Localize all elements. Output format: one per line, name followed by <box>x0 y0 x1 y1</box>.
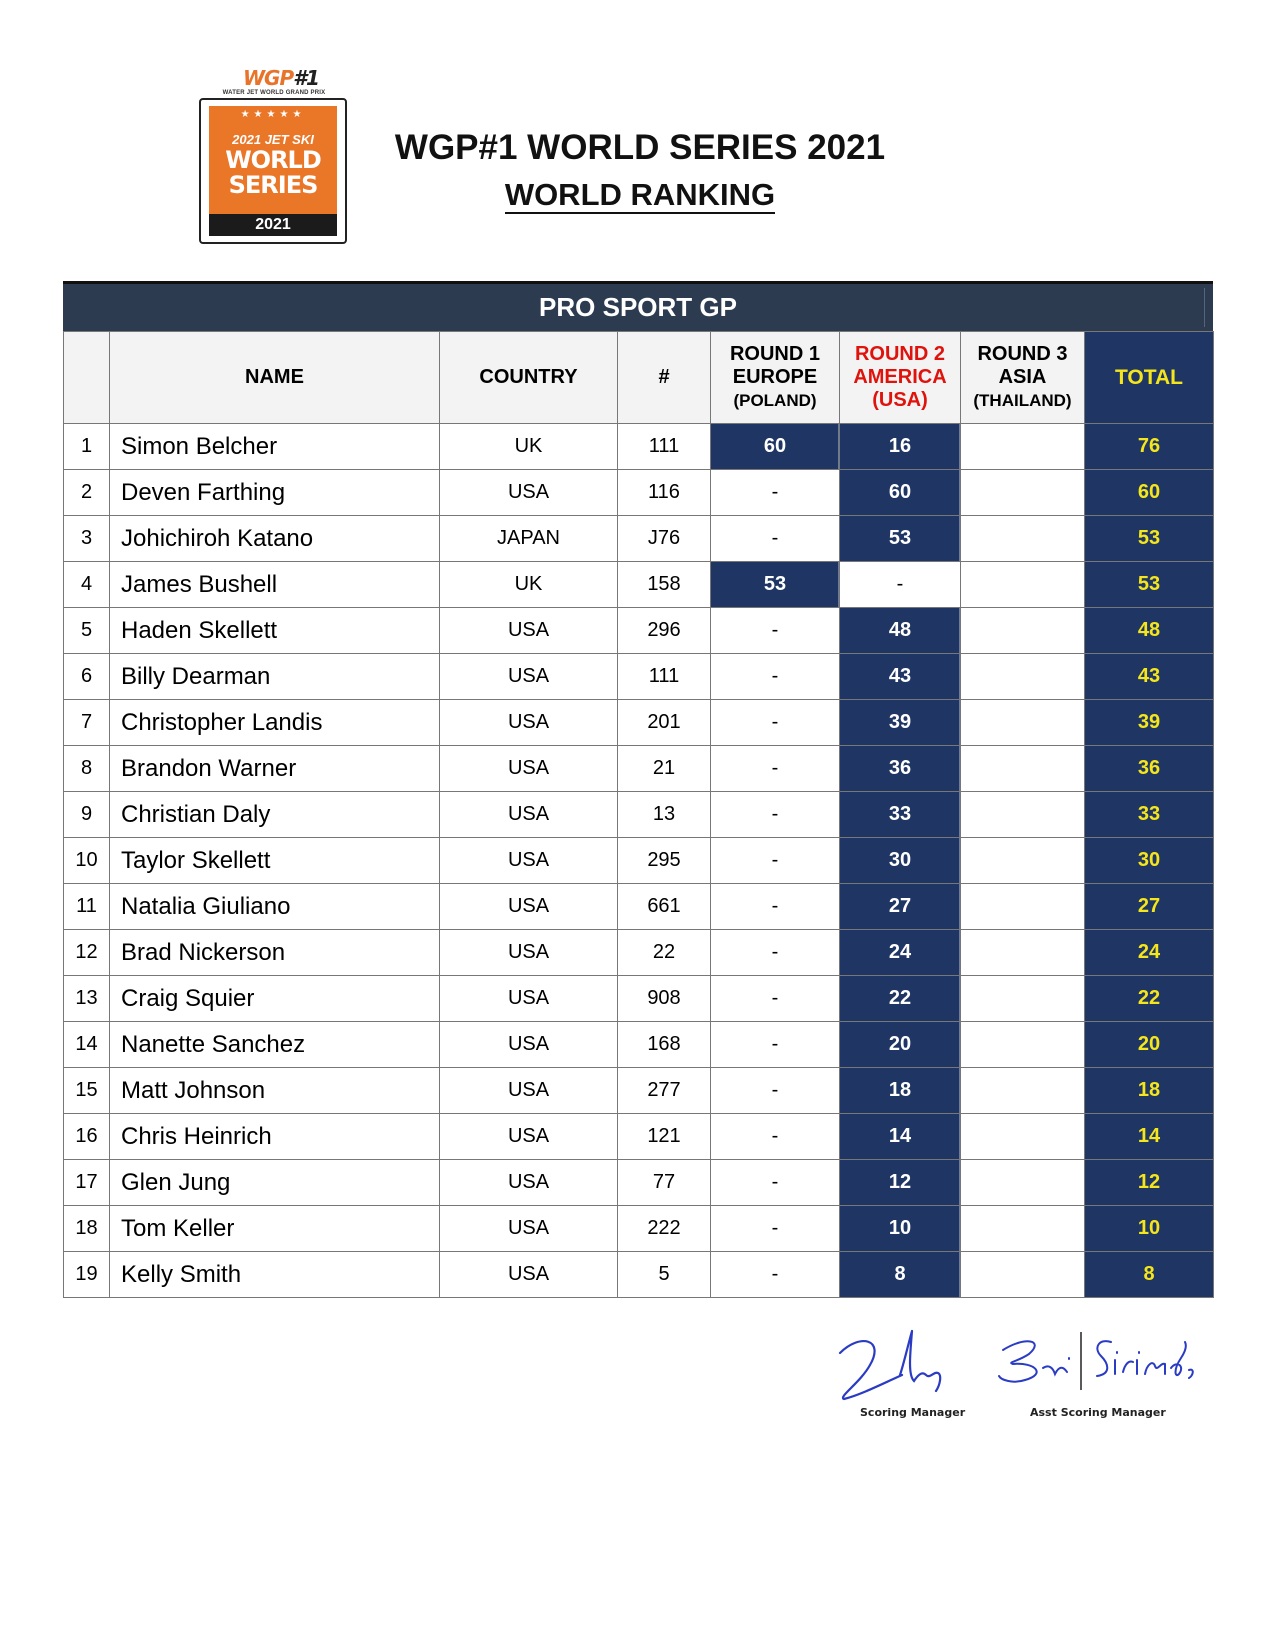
cell-position: 5 <box>64 608 110 654</box>
cell-name: Glen Jung <box>110 1160 440 1206</box>
cell-total: 12 <box>1085 1160 1214 1206</box>
cell-round2: 43 <box>840 654 961 700</box>
table-header-row <box>64 332 1214 424</box>
table-row <box>64 976 1214 1022</box>
cell-total: 36 <box>1085 746 1214 792</box>
cell-total: 10 <box>1085 1206 1214 1252</box>
cell-number: 158 <box>618 562 711 608</box>
cell-round1: - <box>711 976 840 1022</box>
category-header: PRO SPORT GP <box>63 281 1213 331</box>
logo-subtitle: WATER JET WORLD GRAND PRIX <box>222 90 326 96</box>
cell-number: 908 <box>618 976 711 1022</box>
col-header-number: # <box>618 332 711 424</box>
col-header-name: NAME <box>110 332 440 424</box>
cell-round1: - <box>711 930 840 976</box>
ranking-table <box>63 331 1214 1298</box>
cell-number: 295 <box>618 838 711 884</box>
table-row <box>64 700 1214 746</box>
cell-round1: - <box>711 516 840 562</box>
cell-number: 22 <box>618 930 711 976</box>
cell-country: USA <box>440 654 618 700</box>
cell-round3 <box>961 1114 1085 1160</box>
cell-name: Tom Keller <box>110 1206 440 1252</box>
cell-round3 <box>961 516 1085 562</box>
cell-position: 19 <box>64 1252 110 1298</box>
cell-position: 13 <box>64 976 110 1022</box>
cell-position: 18 <box>64 1206 110 1252</box>
cell-total: 53 <box>1085 516 1214 562</box>
cell-round2: 14 <box>840 1114 961 1160</box>
cell-position: 16 <box>64 1114 110 1160</box>
cell-number: 77 <box>618 1160 711 1206</box>
cell-round1: 60 <box>711 424 840 470</box>
cell-round1: - <box>711 792 840 838</box>
cell-round3 <box>961 838 1085 884</box>
cell-total: 27 <box>1085 884 1214 930</box>
cell-round3 <box>961 1160 1085 1206</box>
cell-total: 39 <box>1085 700 1214 746</box>
col-header-round1: ROUND 1 EUROPE (POLAND) <box>711 332 840 424</box>
table-row <box>64 792 1214 838</box>
cell-name: Johichiroh Katano <box>110 516 440 562</box>
cell-round3 <box>961 976 1085 1022</box>
cell-round2: 10 <box>840 1206 961 1252</box>
cell-round2: 36 <box>840 746 961 792</box>
cell-round3 <box>961 608 1085 654</box>
cell-total: 33 <box>1085 792 1214 838</box>
cell-round1: - <box>711 1252 840 1298</box>
cell-round1: 53 <box>711 562 840 608</box>
cell-round2: 22 <box>840 976 961 1022</box>
cell-round3 <box>961 1206 1085 1252</box>
cell-round3 <box>961 930 1085 976</box>
cell-total: 43 <box>1085 654 1214 700</box>
cell-number: 661 <box>618 884 711 930</box>
page-subtitle: WORLD RANKING <box>504 177 776 212</box>
cell-number: 13 <box>618 792 711 838</box>
table-row <box>64 1068 1214 1114</box>
cell-name: Natalia Giuliano <box>110 884 440 930</box>
cell-round2: 27 <box>840 884 961 930</box>
logo-badge <box>199 98 347 244</box>
cell-round3 <box>961 1022 1085 1068</box>
cell-number: 111 <box>618 424 711 470</box>
cell-round2: 24 <box>840 930 961 976</box>
cell-country: UK <box>440 562 618 608</box>
cell-number: 121 <box>618 1114 711 1160</box>
cell-name: Deven Farthing <box>110 470 440 516</box>
cell-number: J76 <box>618 516 711 562</box>
table-row <box>64 1252 1214 1298</box>
logo-brand-area <box>213 66 333 92</box>
cell-position: 4 <box>64 562 110 608</box>
cell-country: USA <box>440 1160 618 1206</box>
page-title: WGP#1 WORLD SERIES 2021 <box>394 128 886 167</box>
cell-round3 <box>961 654 1085 700</box>
cell-position: 14 <box>64 1022 110 1068</box>
cell-round1: - <box>711 608 840 654</box>
cell-number: 201 <box>618 700 711 746</box>
cell-position: 1 <box>64 424 110 470</box>
cell-position: 12 <box>64 930 110 976</box>
cell-country: USA <box>440 930 618 976</box>
cell-round2: 12 <box>840 1160 961 1206</box>
col-header-country: COUNTRY <box>440 332 618 424</box>
cell-total: 60 <box>1085 470 1214 516</box>
cell-total: 8 <box>1085 1252 1214 1298</box>
cell-position: 10 <box>64 838 110 884</box>
wgp-logo <box>199 66 347 244</box>
table-row <box>64 608 1214 654</box>
cell-round3 <box>961 424 1085 470</box>
cell-number: 277 <box>618 1068 711 1114</box>
cell-country: USA <box>440 746 618 792</box>
cell-round3 <box>961 746 1085 792</box>
cell-country: USA <box>440 1252 618 1298</box>
cell-country: JAPAN <box>440 516 618 562</box>
cell-round3 <box>961 792 1085 838</box>
table-row <box>64 746 1214 792</box>
table-row <box>64 1022 1214 1068</box>
logo-year: 2021 <box>209 214 337 236</box>
cell-total: 53 <box>1085 562 1214 608</box>
cell-round2: 33 <box>840 792 961 838</box>
cell-name: Billy Dearman <box>110 654 440 700</box>
cell-total: 30 <box>1085 838 1214 884</box>
cell-round3 <box>961 1252 1085 1298</box>
logo-jet-ski: 2021 JET SKI <box>232 132 314 147</box>
cell-country: USA <box>440 1206 618 1252</box>
cell-round1: - <box>711 1206 840 1252</box>
cell-name: Matt Johnson <box>110 1068 440 1114</box>
table-row <box>64 470 1214 516</box>
cell-round1: - <box>711 746 840 792</box>
cell-country: USA <box>440 792 618 838</box>
cell-round2: 39 <box>840 700 961 746</box>
cell-round1: - <box>711 1114 840 1160</box>
cell-round1: - <box>711 700 840 746</box>
cell-round2: 8 <box>840 1252 961 1298</box>
cell-position: 11 <box>64 884 110 930</box>
table-row <box>64 1114 1214 1160</box>
cell-name: Craig Squier <box>110 976 440 1022</box>
cell-number: 5 <box>618 1252 711 1298</box>
cell-name: Simon Belcher <box>110 424 440 470</box>
cell-round2: 20 <box>840 1022 961 1068</box>
cell-position: 2 <box>64 470 110 516</box>
cell-number: 296 <box>618 608 711 654</box>
col-header-total: TOTAL <box>1085 332 1214 424</box>
cell-round2: 18 <box>840 1068 961 1114</box>
cell-total: 22 <box>1085 976 1214 1022</box>
cell-country: UK <box>440 424 618 470</box>
cell-round1: - <box>711 1022 840 1068</box>
cell-name: Nanette Sanchez <box>110 1022 440 1068</box>
cell-country: USA <box>440 1114 618 1160</box>
cell-number: 111 <box>618 654 711 700</box>
col-header-position <box>64 332 110 424</box>
cell-round3 <box>961 884 1085 930</box>
cell-number: 21 <box>618 746 711 792</box>
table-row <box>64 1160 1214 1206</box>
col-header-round3: ROUND 3 ASIA (THAILAND) <box>961 332 1085 424</box>
cell-country: USA <box>440 838 618 884</box>
cell-name: Kelly Smith <box>110 1252 440 1298</box>
cell-position: 3 <box>64 516 110 562</box>
cell-position: 7 <box>64 700 110 746</box>
asst-scoring-manager-signature <box>995 1328 1195 1398</box>
logo-orange-panel <box>209 106 337 214</box>
table-row <box>64 654 1214 700</box>
scoring-manager-signature <box>830 1325 970 1405</box>
cell-position: 8 <box>64 746 110 792</box>
table-row <box>64 884 1214 930</box>
cell-round1: - <box>711 470 840 516</box>
cell-round2: 30 <box>840 838 961 884</box>
cell-total: 24 <box>1085 930 1214 976</box>
cell-country: USA <box>440 700 618 746</box>
cell-round2: - <box>840 562 961 608</box>
cell-round2: 16 <box>840 424 961 470</box>
cell-round1: - <box>711 884 840 930</box>
cell-round1: - <box>711 1068 840 1114</box>
logo-stars: ★★★★★ <box>240 109 306 120</box>
cell-name: Haden Skellett <box>110 608 440 654</box>
cell-round1: - <box>711 838 840 884</box>
cell-name: Christopher Landis <box>110 700 440 746</box>
cell-country: USA <box>440 1022 618 1068</box>
cell-number: 168 <box>618 1022 711 1068</box>
cell-number: 222 <box>618 1206 711 1252</box>
cell-position: 17 <box>64 1160 110 1206</box>
col-header-round2: ROUND 2 AMERICA (USA) <box>840 332 961 424</box>
table-row <box>64 562 1214 608</box>
cell-total: 14 <box>1085 1114 1214 1160</box>
ranking-table-container <box>63 281 1213 1298</box>
cell-country: USA <box>440 608 618 654</box>
cell-position: 9 <box>64 792 110 838</box>
cell-country: USA <box>440 976 618 1022</box>
cell-total: 18 <box>1085 1068 1214 1114</box>
cell-country: USA <box>440 1068 618 1114</box>
logo-world-series: WORLD SERIES <box>225 146 321 199</box>
logo-brand-text: WGP#1 <box>243 66 319 90</box>
table-body <box>64 424 1214 1298</box>
cell-country: USA <box>440 884 618 930</box>
cell-position: 15 <box>64 1068 110 1114</box>
cell-round2: 48 <box>840 608 961 654</box>
cell-round1: - <box>711 1160 840 1206</box>
cell-number: 116 <box>618 470 711 516</box>
cell-round3 <box>961 700 1085 746</box>
table-row <box>64 1206 1214 1252</box>
cell-round3 <box>961 562 1085 608</box>
cell-position: 6 <box>64 654 110 700</box>
table-row <box>64 516 1214 562</box>
table-row <box>64 838 1214 884</box>
cell-name: Taylor Skellett <box>110 838 440 884</box>
cell-name: James Bushell <box>110 562 440 608</box>
asst-scoring-manager-label: Asst Scoring Manager <box>1030 1406 1166 1419</box>
cell-name: Brandon Warner <box>110 746 440 792</box>
cell-round2: 53 <box>840 516 961 562</box>
table-row <box>64 930 1214 976</box>
cell-round3 <box>961 470 1085 516</box>
scoring-manager-label: Scoring Manager <box>860 1406 966 1419</box>
cell-total: 48 <box>1085 608 1214 654</box>
cell-name: Brad Nickerson <box>110 930 440 976</box>
cell-name: Chris Heinrich <box>110 1114 440 1160</box>
cell-round3 <box>961 1068 1085 1114</box>
cell-round1: - <box>711 654 840 700</box>
cell-name: Christian Daly <box>110 792 440 838</box>
table-row <box>64 424 1214 470</box>
cell-total: 20 <box>1085 1022 1214 1068</box>
cell-total: 76 <box>1085 424 1214 470</box>
cell-country: USA <box>440 470 618 516</box>
cell-round2: 60 <box>840 470 961 516</box>
